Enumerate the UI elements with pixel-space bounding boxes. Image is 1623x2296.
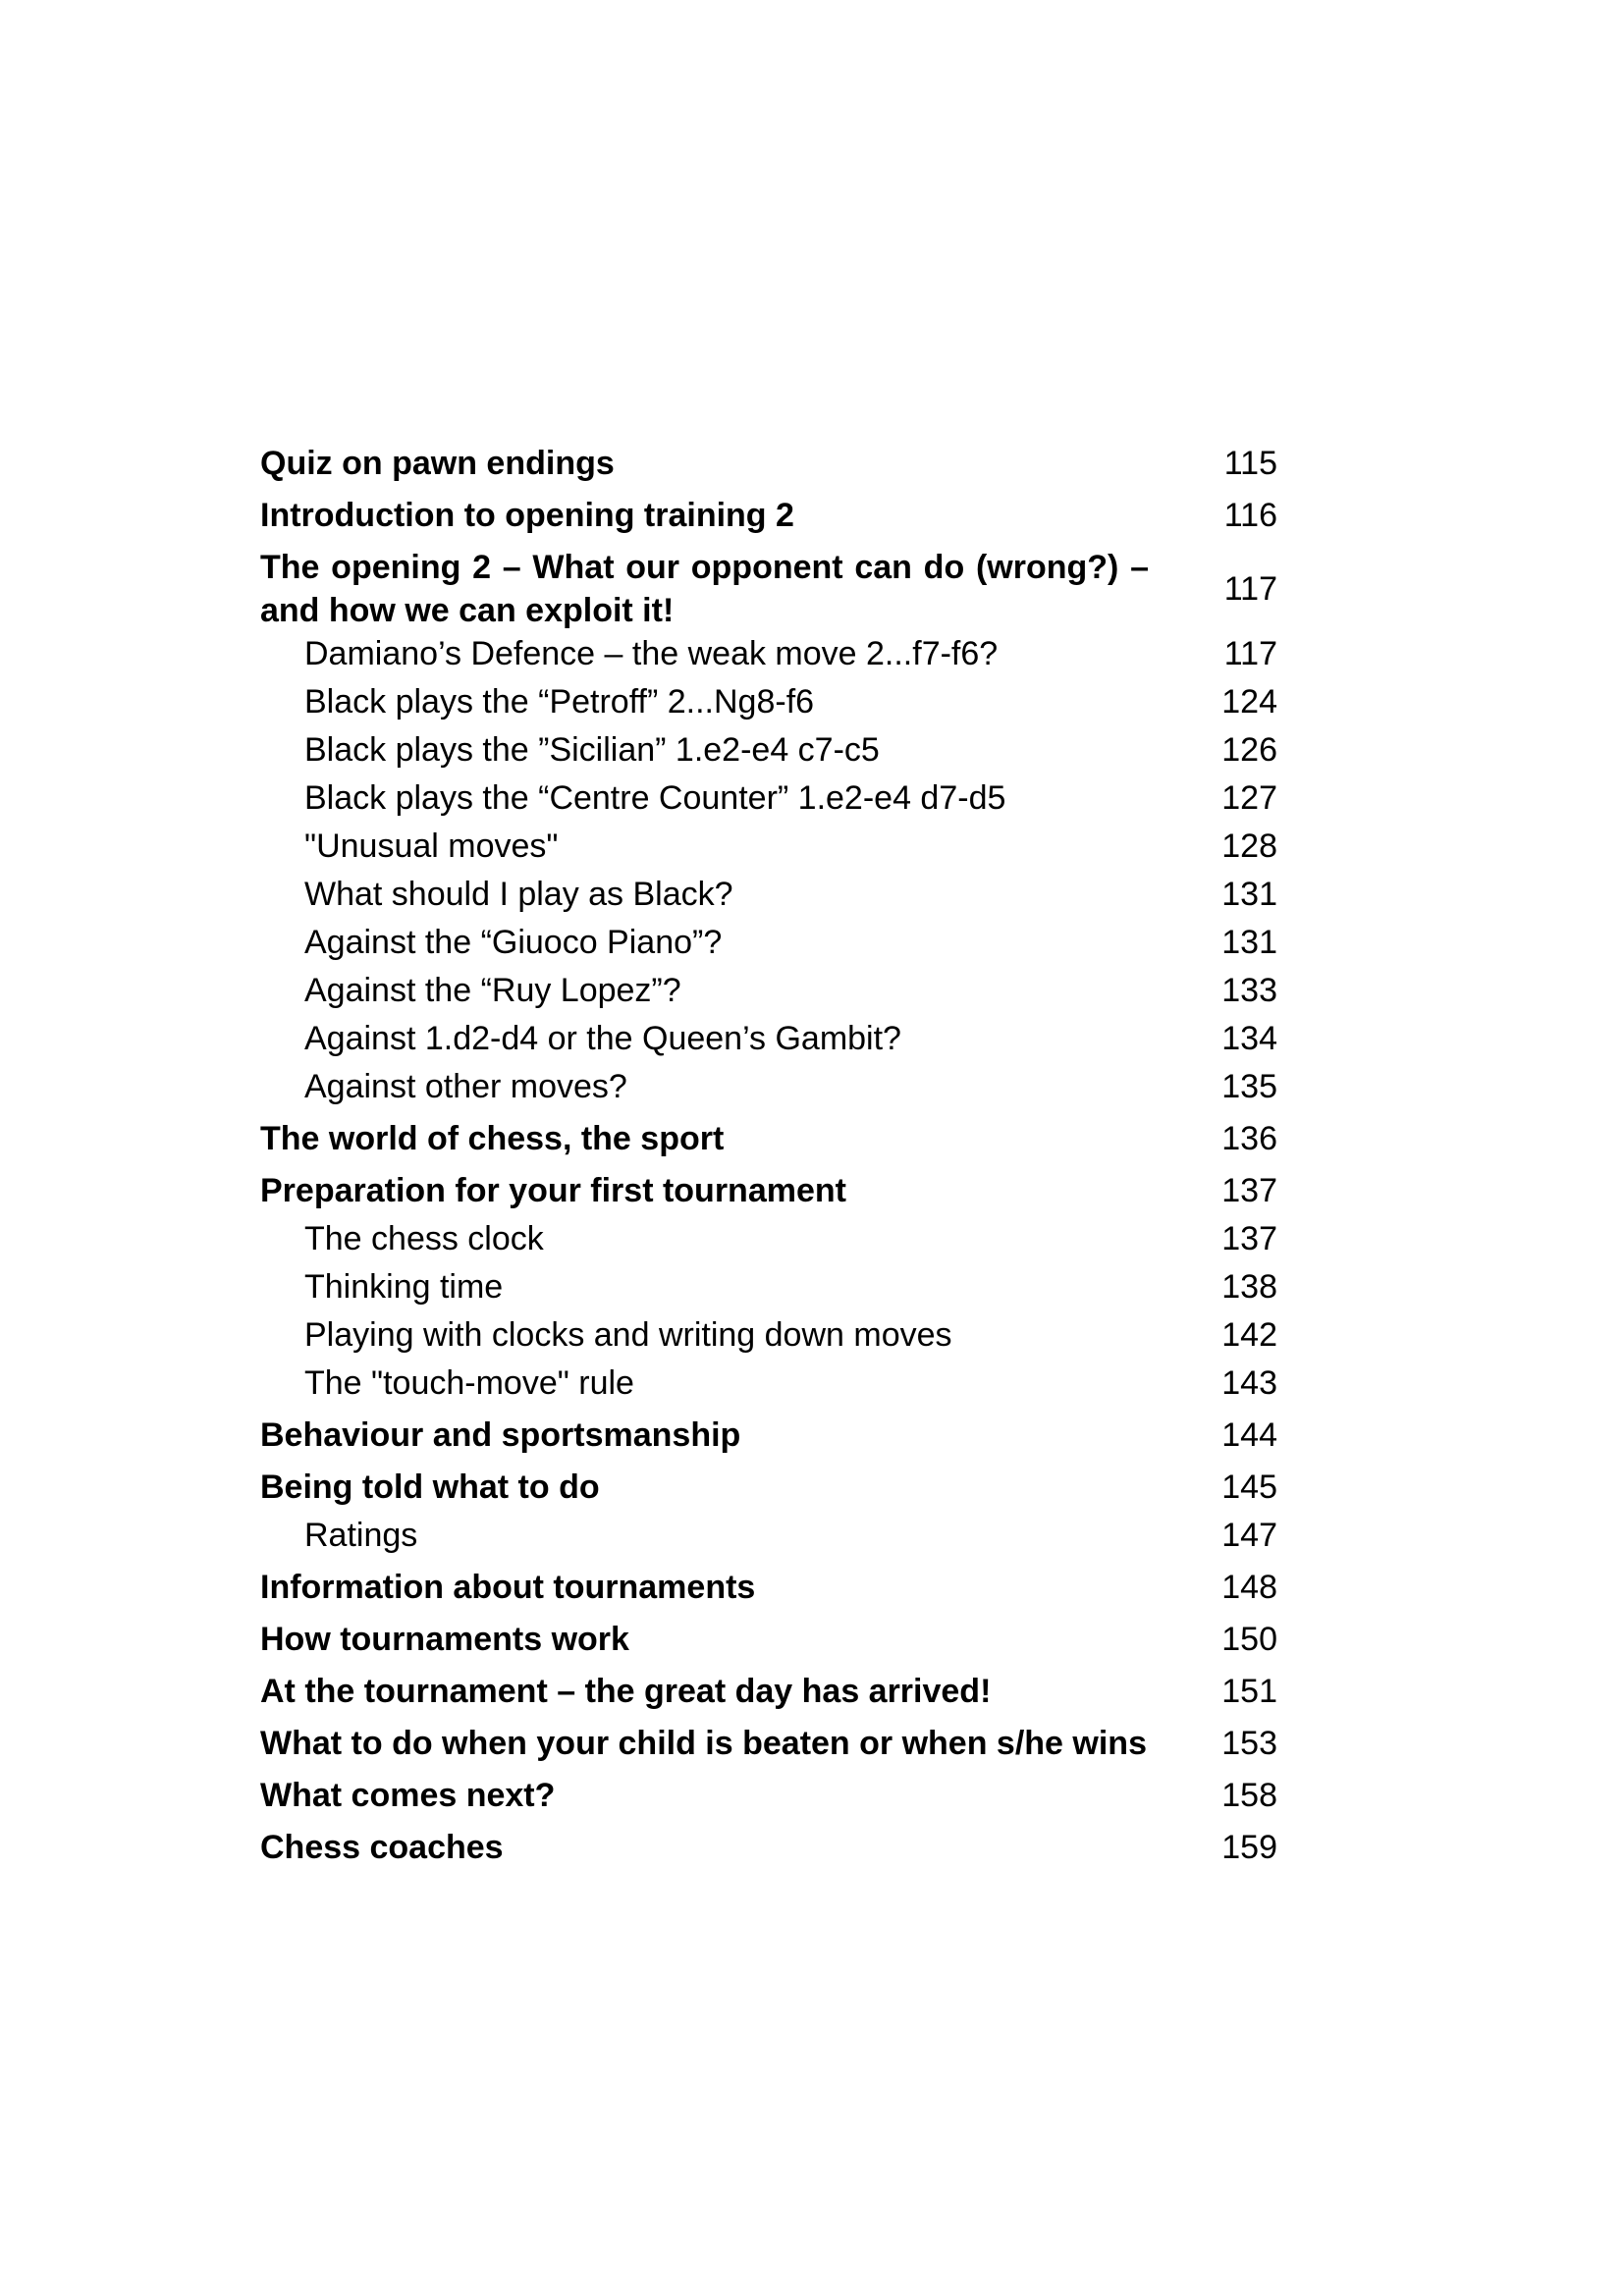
toc-entry-title: Preparation for your first tournament [260, 1172, 846, 1209]
toc-entry-title: Ratings [304, 1517, 418, 1554]
table-of-contents [260, 442, 1277, 1874]
toc-entry-title: Introduction to opening training 2 [260, 497, 794, 534]
toc-entry [260, 680, 1277, 728]
toc-entry-page-number: 145 [1221, 1468, 1277, 1506]
toc-entry-title: What should I play as Black? [304, 876, 733, 913]
toc-entry [260, 1414, 1277, 1462]
toc-entry-page-number: 147 [1221, 1517, 1277, 1554]
toc-entry-title: Being told what to do [260, 1468, 600, 1506]
toc-entry [260, 1065, 1277, 1113]
toc-entry-title: What comes next? [260, 1777, 556, 1814]
toc-entry [260, 494, 1277, 542]
toc-entry [260, 969, 1277, 1017]
toc-entry-page-number: 151 [1221, 1673, 1277, 1710]
toc-entry-page-number: 137 [1221, 1220, 1277, 1257]
toc-entry-title: Information about tournaments [260, 1569, 756, 1606]
toc-entry-title: How tournaments work [260, 1621, 629, 1658]
toc-entry-page-number: 128 [1221, 828, 1277, 865]
toc-entry [260, 1774, 1277, 1822]
toc-entry [260, 1017, 1277, 1065]
toc-entry [260, 1722, 1277, 1770]
toc-entry [260, 1826, 1277, 1874]
toc-entry [260, 1362, 1277, 1410]
toc-entry [260, 825, 1277, 873]
toc-entry-title: Chess coaches [260, 1829, 504, 1866]
toc-entry [260, 728, 1277, 776]
toc-entry [260, 1169, 1277, 1217]
toc-entry-page-number: 115 [1223, 445, 1277, 482]
toc-entry-title: Black plays the “Petroff” 2...Ng8-f6 [304, 683, 815, 721]
toc-entry [260, 1117, 1277, 1165]
toc-entry-page-number: 127 [1221, 779, 1277, 817]
toc-entry-title: The "touch-move" rule [304, 1364, 634, 1402]
toc-entry-title: "Unusual moves" [304, 828, 559, 865]
toc-entry [260, 873, 1277, 921]
toc-entry-page-number: 153 [1221, 1725, 1277, 1762]
toc-entry-page-number: 148 [1221, 1569, 1277, 1606]
toc-entry-page-number: 150 [1221, 1621, 1277, 1658]
toc-entry-page-number: 131 [1221, 876, 1277, 913]
toc-entry-title: Thinking time [304, 1268, 504, 1306]
toc-entry-page-number: 144 [1221, 1416, 1277, 1454]
toc-entry-page-number: 137 [1221, 1172, 1277, 1209]
toc-entry [260, 632, 1277, 680]
toc-entry-title: Against other moves? [304, 1068, 627, 1105]
toc-entry [260, 776, 1277, 825]
toc-entry [260, 1265, 1277, 1313]
toc-entry-title: Damiano’s Defence – the weak move 2...f7-f6? [304, 635, 999, 672]
toc-entry [260, 1217, 1277, 1265]
toc-entry [260, 921, 1277, 969]
toc-entry-page-number: 136 [1221, 1120, 1277, 1157]
toc-entry [260, 1618, 1277, 1666]
toc-entry-title: The chess clock [304, 1220, 544, 1257]
toc-entry-page-number: 117 [1223, 635, 1277, 672]
toc-entry-page-number: 158 [1221, 1777, 1277, 1814]
toc-entry [260, 546, 1277, 632]
toc-entry-page-number: 143 [1221, 1364, 1277, 1402]
toc-entry [260, 1313, 1277, 1362]
toc-entry-title: Behaviour and sportsmanship [260, 1416, 741, 1454]
toc-entry [260, 1566, 1277, 1614]
toc-entry [260, 442, 1277, 490]
toc-entry-page-number: 116 [1223, 497, 1277, 534]
toc-entry-page-number: 131 [1221, 924, 1277, 961]
toc-entry-title: Black plays the “Centre Counter” 1.e2-e4 d7-d5 [304, 779, 1006, 817]
toc-entry-page-number: 124 [1221, 683, 1277, 721]
toc-entry-title: What to do when your child is beaten or when s/he wins [260, 1725, 1147, 1762]
toc-entry-title: The opening 2 – What our opponent can do (wrong?) – and how we can exploit it! [260, 549, 1149, 629]
toc-entry-title: Against 1.d2-d4 or the Queen’s Gambit? [304, 1020, 901, 1057]
toc-entry-page-number: 138 [1221, 1268, 1277, 1306]
toc-entry-page-number: 159 [1221, 1829, 1277, 1866]
toc-entry-page-number: 135 [1221, 1068, 1277, 1105]
toc-entry [260, 1466, 1277, 1514]
toc-entry [260, 1514, 1277, 1562]
toc-entry-title: Against the “Ruy Lopez”? [304, 972, 681, 1009]
toc-entry-page-number: 117 [1223, 570, 1277, 608]
toc-entry-page-number: 134 [1221, 1020, 1277, 1057]
toc-entry-title: At the tournament – the great day has arrived! [260, 1673, 992, 1710]
toc-entry-title: The world of chess, the sport [260, 1120, 725, 1157]
toc-entry-title: Black plays the ”Sicilian” 1.e2-e4 c7-c5 [304, 731, 880, 769]
toc-entry-page-number: 142 [1221, 1316, 1277, 1354]
toc-entry-page-number: 126 [1221, 731, 1277, 769]
toc-entry-title: Playing with clocks and writing down moves [304, 1316, 952, 1354]
toc-entry [260, 1670, 1277, 1718]
toc-entry-title: Quiz on pawn endings [260, 445, 615, 482]
toc-entry-page-number: 133 [1221, 972, 1277, 1009]
toc-entry-title: Against the “Giuoco Piano”? [304, 924, 723, 961]
